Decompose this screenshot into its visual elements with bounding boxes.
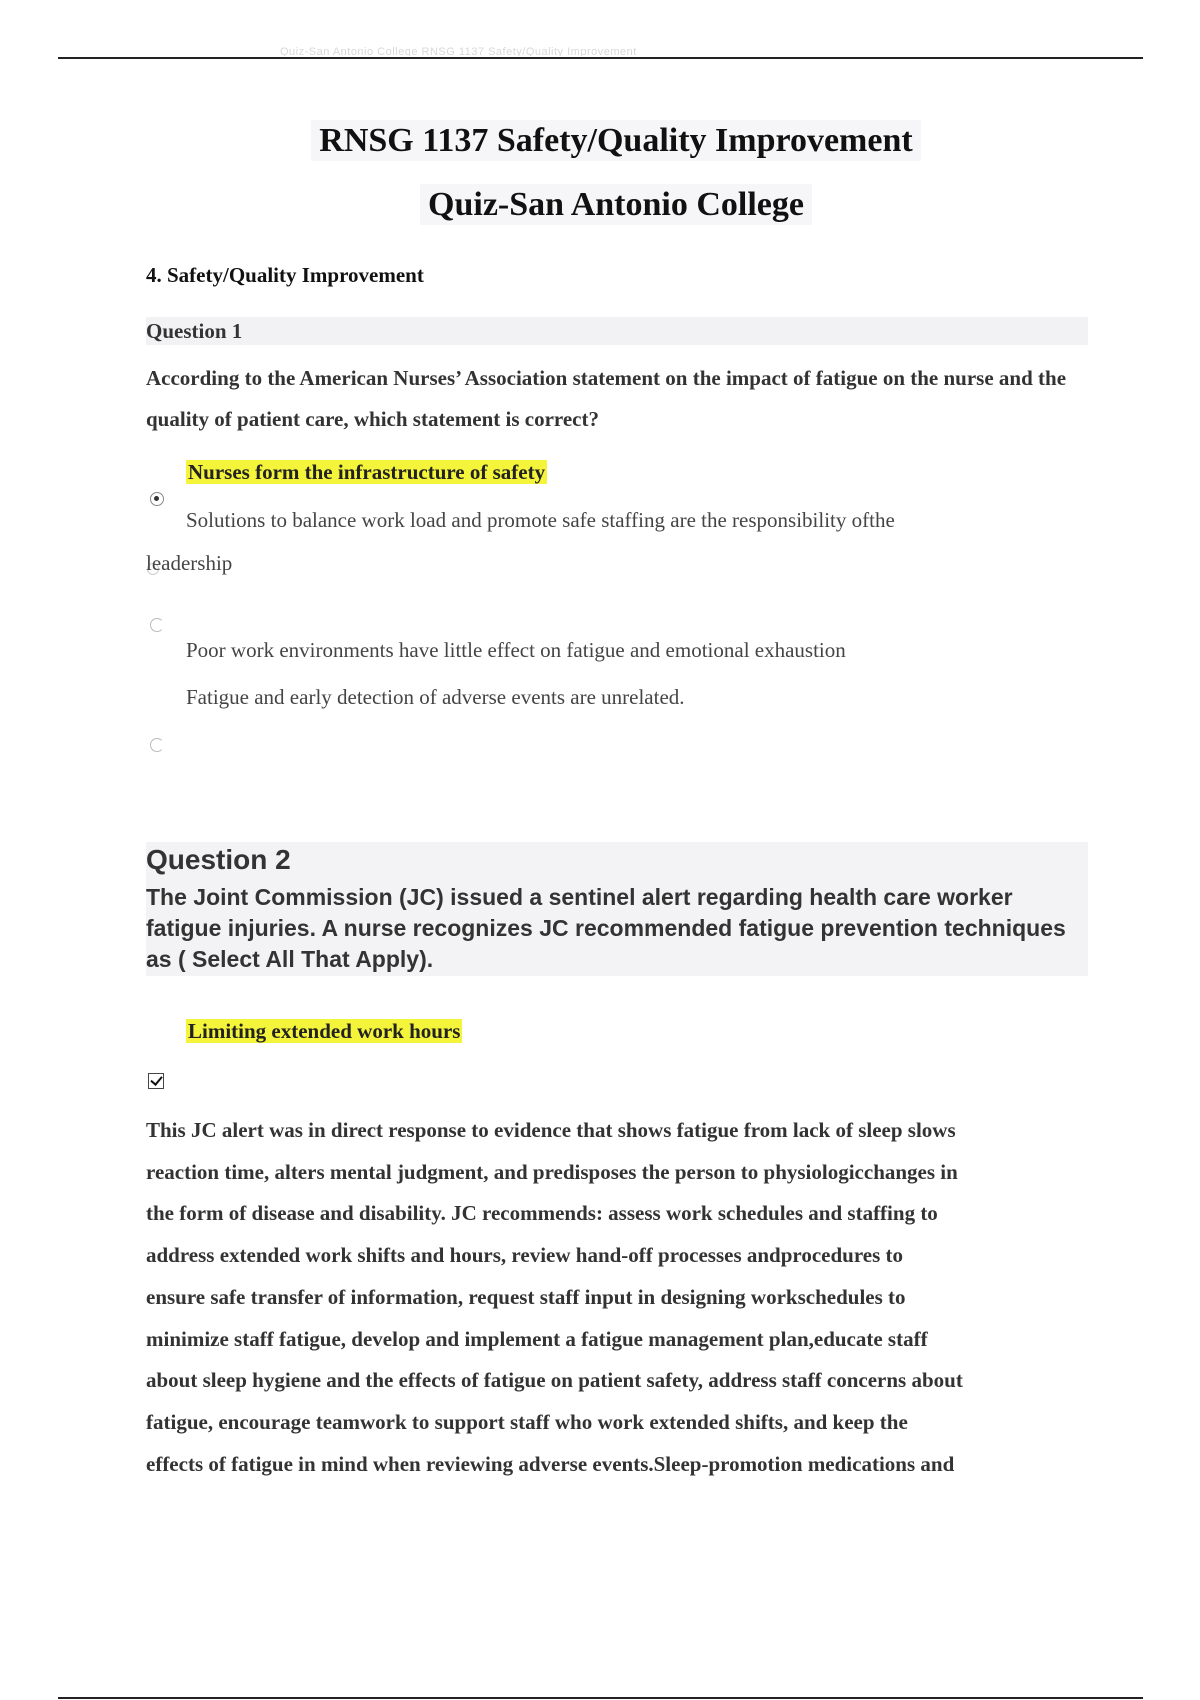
question1-option-b: Solutions to balance work load and promote safe staffing are the responsibility ofthe [186,508,895,532]
section-heading: 4. Safety/Quality Improvement [146,263,424,287]
question1-option-d: Fatigue and early detection of adverse events are unrelated. [186,685,685,709]
question2-text: The Joint Commission (JC) issued a sentinel alert regarding health care worker fatigue injuries. A nurse recognizes JC recommended fatigue prevention techniques as ( Select All That Apply). [146,884,1066,972]
question2-label: Question 2 [146,844,291,875]
faded-header-text: Quiz-San Antonio College RNSG 1137 Safety/Quality Improvement [280,46,637,56]
title-line2-text: Quiz-San Antonio College [420,184,812,225]
question1-text: According to the American Nurses’ Association statement on the impact of fatigue on the nurse and the quality of patient care, which statement is correct? [146,366,1067,431]
question1-header-bar [146,317,1088,345]
question2-answer-checkbox[interactable] [148,1073,164,1089]
question2-correct-answer-highlight: Limiting extended work hours [188,1019,461,1043]
question1-option-c: Poor work environments have little effect on fatigue and emotional exhaustion [186,638,846,662]
bottom-rule [58,1697,1143,1699]
question2-correct-answer [186,1019,462,1044]
document-title-line2 [0,186,1200,224]
title-line1-text: RNSG 1137 Safety/Quality Improvement [311,120,920,161]
question2-explanation: This JC alert was in direct response to evidence that shows fatigue from lack of sleep slows reaction time, alters mental judgment, and predisposes the person to physiologicchanges in the form of disease and disability. JC recommends: assess work schedules and staffing to address extended work shifts and hours, review hand-off processes andprocedures to ensure safe transfer of information, request staff input in designing workschedules to minimize staff fatigue, develop and implement a fatigue management plan,educate staff about sleep hygiene and the effects of fatigue on patient safety, address staff concerns about fatigue, encourage teamwork to support staff who work extended shifts, and keep the effects of fatigue in mind when reviewing adverse events.Sleep-promotion medications and [146,1118,963,1476]
question1-option-d-radio[interactable] [150,738,164,752]
question1-label: Question 1 [146,319,243,343]
document-title-line1 [0,122,1200,160]
question1-correct-answer [186,460,547,485]
question1-option-b-continued: leadership [146,551,233,575]
question1-option-a-radio[interactable] [150,492,164,506]
question1-option-c-radio[interactable] [150,618,164,632]
top-rule [58,57,1143,59]
question1-correct-answer-highlight: Nurses form the infrastructure of safety [188,460,546,484]
